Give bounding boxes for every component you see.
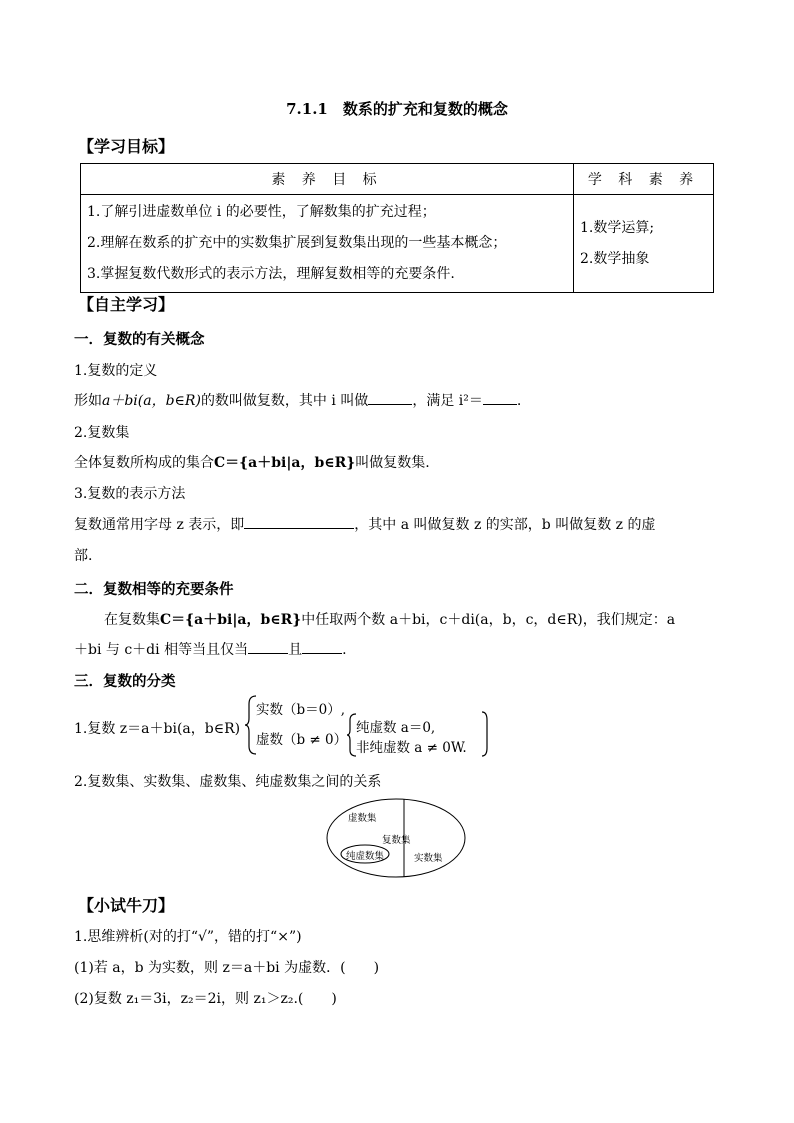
text: 复数通常用字母 z 表示，即 bbox=[74, 517, 245, 533]
text: 叫做复数集. bbox=[355, 455, 430, 471]
text: 形如 bbox=[74, 393, 102, 409]
venn-label-imaginary: 虚数集 bbox=[348, 813, 377, 824]
text: 中任取两个数 a＋bi，c＋di(a，b，c，d∈R)，我们规定：a bbox=[301, 612, 676, 628]
rep-title: 3.复数的表示方法 bbox=[74, 486, 186, 502]
goals-header-col2: 学 科 素 养 bbox=[574, 164, 714, 195]
literacy-item: 1.数学运算; bbox=[580, 219, 655, 236]
text: . bbox=[516, 393, 522, 409]
practice-question: 1.思维辨析(对的打“√”，错的打“×”) bbox=[74, 929, 302, 945]
class-non-pure-imaginary: 非纯虚数 a ≠ 0W. bbox=[356, 740, 467, 756]
class-imaginary: 虚数（b ≠ 0） bbox=[256, 732, 348, 748]
literacy-cell bbox=[574, 195, 714, 293]
literacy-item: 2.数学抽象 bbox=[580, 250, 650, 267]
goal-item: 3.掌握复数代数形式的表示方法，理解复数相等的充要条件. bbox=[87, 266, 455, 282]
set-title: 2.复数集 bbox=[74, 425, 130, 441]
answer-blank[interactable] bbox=[244, 516, 354, 529]
heading-complex-classification: 三．复数的分类 bbox=[74, 673, 176, 690]
section-self-study: 【自主学习】 bbox=[78, 295, 175, 314]
math-expr: a＋bi(a，b∈R) bbox=[102, 393, 201, 409]
eq-line-cont bbox=[74, 639, 347, 659]
venn-label-real: 实数集 bbox=[414, 853, 443, 864]
heading-complex-equality: 二．复数相等的充要条件 bbox=[74, 581, 234, 598]
class-real: 实数（b＝0）, bbox=[256, 702, 346, 718]
goals-table bbox=[80, 163, 714, 293]
def-line bbox=[74, 390, 521, 410]
goals-header-col1: 素 养 目 标 bbox=[81, 164, 574, 195]
venn-label-pure-imaginary: 纯虚数集 bbox=[346, 851, 385, 862]
venn-label-complex: 复数集 bbox=[382, 835, 411, 846]
answer-blank[interactable] bbox=[483, 392, 517, 405]
text: 全体复数所构成的集合 bbox=[74, 455, 214, 471]
relation-title: 2.复数集、实数集、虚数集、纯虚数集之间的关系 bbox=[74, 774, 382, 790]
page-title: 7.1.1 数系的扩充和复数的概念 bbox=[286, 100, 508, 118]
goals-list-cell bbox=[81, 195, 574, 293]
text: ，满足 i²＝ bbox=[412, 393, 483, 409]
answer-blank[interactable] bbox=[368, 392, 412, 405]
math-expr: C＝{a＋bi|a，b∈R} bbox=[214, 455, 356, 471]
rep-line bbox=[74, 514, 656, 534]
section-learning-goals: 【学习目标】 bbox=[78, 137, 175, 156]
rep-line-cont: 部. bbox=[74, 548, 93, 564]
practice-item: (1)若 a，b 为实数，则 z＝a＋bi 为虚数．( ) bbox=[74, 960, 380, 976]
eq-line bbox=[104, 609, 675, 629]
class-pure-imaginary: 纯虚数 a＝0, bbox=[356, 720, 436, 736]
section-practice: 【小试牛刀】 bbox=[78, 896, 175, 915]
math-expr: C＝{a＋bi|a，b∈R} bbox=[160, 612, 302, 628]
classification-lead: 1.复数 z＝a＋bi(a，b∈R) bbox=[74, 721, 241, 737]
def-title: 1.复数的定义 bbox=[74, 363, 158, 379]
text: 且 bbox=[288, 642, 303, 658]
heading-complex-concepts: 一．复数的有关概念 bbox=[74, 331, 205, 348]
text: ，其中 a 叫做复数 z 的实部，b 叫做复数 z 的虚 bbox=[354, 517, 656, 533]
goal-item: 2.理解在数系的扩充中的实数集扩展到复数集出现的一些基本概念； bbox=[87, 235, 507, 251]
practice-item: (2)复数 z₁＝3i，z₂＝2i，则 z₁＞z₂.( ) bbox=[74, 991, 337, 1007]
answer-blank[interactable] bbox=[248, 641, 288, 654]
text: ＋bi 与 c＋di 相等当且仅当 bbox=[74, 642, 249, 658]
answer-blank[interactable] bbox=[302, 641, 342, 654]
text: 的数叫做复数，其中 i 叫做 bbox=[200, 393, 369, 409]
set-line bbox=[74, 452, 430, 472]
right-brace-icon bbox=[480, 710, 490, 758]
text: . bbox=[342, 642, 347, 658]
text: 在复数集 bbox=[104, 612, 160, 628]
goal-item: 1.了解引进虚数单位 i 的必要性，了解数集的扩充过程； bbox=[87, 204, 436, 220]
venn-diagram bbox=[326, 798, 466, 878]
